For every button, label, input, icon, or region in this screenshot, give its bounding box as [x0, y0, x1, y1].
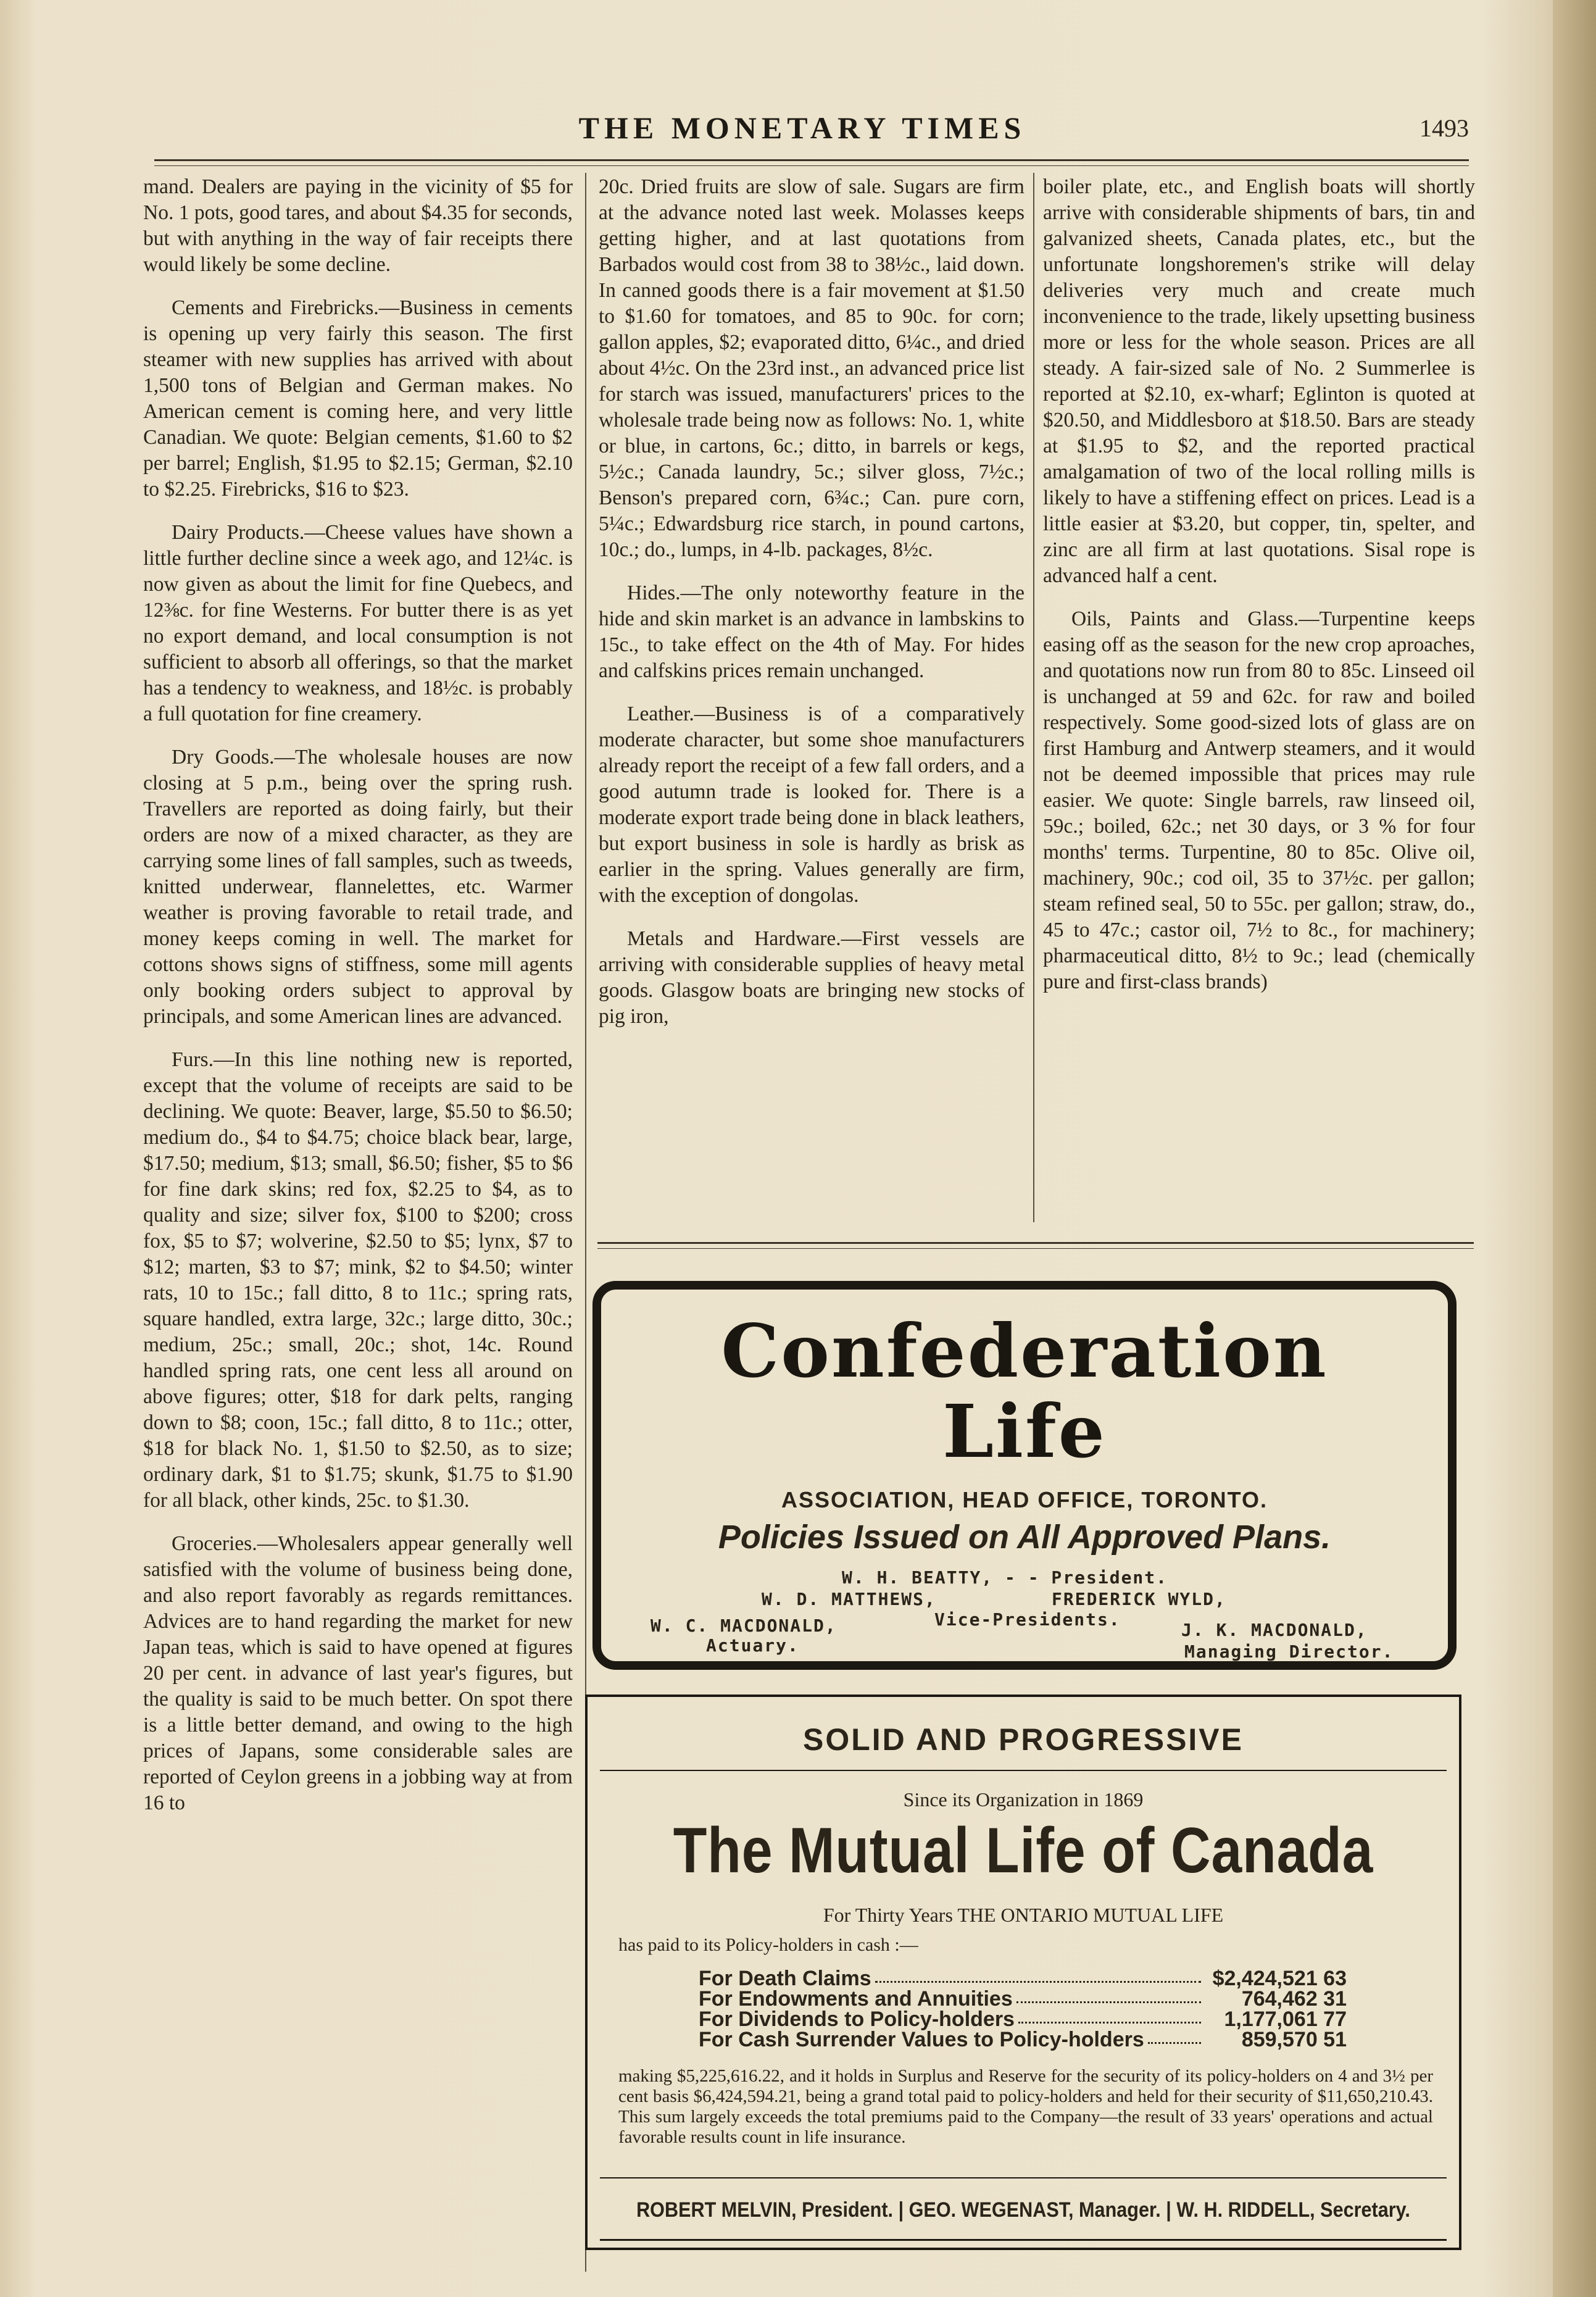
page-number: 1493 [1419, 114, 1469, 142]
row-amount: $2,424,521 63 [1212, 1967, 1347, 1990]
leader-dots [1148, 2030, 1201, 2044]
paragraph-cements: Cements and Firebricks.—Business in cements is opening up very fairly this season. The first steamer with new supplies has arrived with about 1,500 tons of Belgian and German makes. No American cement is coming here, and very little Canadian. We quote: Belgian cements, $1.60 to $2 per barrel; English, $1.95 to $2.15; German, $2.10 to $2.25. Firebricks, $16 to $23. [143, 296, 573, 501]
ad-thirty-years: For Thirty Years THE ONTARIO MUTUAL LIFE [823, 1904, 1224, 1926]
paragraph-groceries-continued: 20c. Dried fruits are slow of sale. Sugars are firm at the advance noted last week. Molasses keeps getting higher, and at last quotations from Barbados would cost from 38 to 38½c., laid down. In canned goods there is a fair movement at $1.50 to $1.60 for tomatoes, and 85 to 90c. for corn; gallon apples, $2; evaporated ditto, 6¼c., and dried about 4½c. On the 23rd inst., an advanced price list for starch was issued, manufacturers' prices to the wholesale trade being now as follows: No. 1, white or blue, in cartons, 6c.; ditto, in barrels or kegs, 5½c.; Canada laundry, 5c.; silver gloss, 7½c.; Benson's prepared corn, 6¾c.; Can. pure corn, 5¼c.; Edwardsburg rice starch, in pound cartons, 10c.; do., lumps, in 4-lb. packages, 8½c. [599, 175, 1025, 561]
ad-rule-bottom [600, 2177, 1447, 2178]
table-row [699, 2030, 1347, 2050]
paragraph-groceries: Groceries.—Wholesalers appear generally well satisfied with the volume of business being done, and also report favorably as regards remittances. Advices are to hand regarding the market for new Japan teas, which is said to have opened at figures 20 per cent. in advance of last year's figures, but the quality is said to be much better. On spot there is a little better demand, and owing to the high prices of Japans, some considerable sales are reported of Ceylon greens in a jobbing way at from 16 to [143, 1532, 573, 1814]
ad-vice-president-2: FREDERICK WYLD, [1052, 1589, 1226, 1609]
ad-company-name-line1: Confederation [721, 1308, 1328, 1394]
ad-summary-paragraph: making $5,225,616.22, and it holds in Surplus and Reserve for the security of its policy-holders on 4 and 3½ per cent basis $6,424,594.21, being a grand total paid to policy-holders and held for their security of $11,650,210.43. This sum largely exceeds the total premiums paid to the Company—the result of 33 years' operations and actual favorable results count in life insurance. [618, 2066, 1433, 2147]
ad-vice-presidents-title: Vice-Presidents. [934, 1609, 1121, 1630]
column-1 [143, 174, 573, 2261]
paragraph-dry-goods: Dry Goods.—The wholesale houses are now closing at 5 p.m., being over the spring rush. Travellers are reported as doing fairly, but their orders are now of a mixed character, as they are carrying some lines of fall samples, such as tweeds, knitted underwear, flannelettes, etc. Warmer weather is proving favorable to retail trade, and money keeps coming in well. The market for cottons shows signs of stiffness, some mill agents only booking orders subject to approval by principals, and some American lines are advanced. [143, 746, 573, 1028]
table-row [699, 1989, 1347, 2009]
paragraph-metals: Metals and Hardware.—First vessels are arriving with considerable supplies of heavy metal goods. Glasgow boats are bringing new stocks of pig iron, [599, 927, 1025, 1028]
ads-rule-thin [597, 1248, 1474, 1249]
page-header [154, 110, 1469, 153]
ad-president: W. H. BEATTY, - - President. [842, 1567, 1168, 1588]
header-rule [154, 159, 1469, 161]
row-label: For Cash Surrender Values to Policy-holders [699, 2028, 1144, 2051]
table-row [699, 1969, 1347, 1989]
ad-association-line: ASSOCIATION, HEAD OFFICE, TORONTO. [781, 1487, 1268, 1512]
row-amount: 859,570 51 [1241, 2028, 1347, 2051]
ad-has-paid: has paid to its Policy-holders in cash :— [618, 1935, 918, 1955]
row-label: For Endowments and Annuities [699, 1987, 1013, 2011]
ad-company-name: The Mutual Life of Canada [673, 1815, 1374, 1886]
leader-dots [1018, 2009, 1201, 2024]
ads-rule [597, 1242, 1474, 1244]
ad-payment-table [699, 1969, 1347, 2050]
ad-since-line: Since its Organization in 1869 [903, 1788, 1144, 1811]
paragraph-dairy: Dairy Products.—Cheese values have shown a little further decline since a week ago, and 12¼c. is now given as about the limit for fine Quebecs, and 12⅜c. for fine Westerns. For butter there is as yet no export demand, and local consumption is not sufficient to absorb all offerings, so that the market has a tendency to weakness, and 18½c. is probably a full quotation for fine creamery. [143, 521, 573, 725]
ad-policies-slogan: Policies Issued on All Approved Plans. [718, 1519, 1331, 1556]
row-amount: 764,462 31 [1241, 1987, 1347, 2011]
ad-headline: SOLID AND PROGRESSIVE [802, 1722, 1244, 1757]
leader-dots [875, 1969, 1201, 1983]
row-label: For Death Claims [699, 1967, 871, 1990]
leader-dots [1016, 1989, 1201, 2003]
mutual-life-ad [585, 1695, 1461, 2250]
ad-rule-top [600, 1770, 1447, 1771]
ad-managing-director-title: Managing Director. [1184, 1641, 1394, 1662]
paragraph-leather: Leather.—Business is of a comparatively moderate character, but some shoe manufacturers already report the receipt of a few fall orders, and a good autumn trade is looked for. There is a moderate export trade being done in black leathers, but export business in sole is hardly as brisk as earlier in the spring. Values generally are firm, with the exception of dongolas. [599, 702, 1025, 907]
paragraph-furs: Furs.—In this line nothing new is reported, except that the volume of receipts are said to be declining. We quote: Beaver, large, $5.50 to $6.50; medium do., $4 to $4.75; choice black bear, large, $17.50; medium, $13; small, $6.50; fisher, $5 to $6 for fine dark skins; red fox, $2.25 to $4, as to quality and size; silver fox, $100 to $200; cross fox, $5 to $7; wolverine, $2.50 to $5; lynx, $7 to $12; marten, $3 to $7; mink, $2 to $4.50; winter rats, 10 to 15c.; fall ditto, 8 to 11c.; spring rats, square handled, extra large, 32c.; large ditto, 30c.; medium, 25c.; small, 20c.; shot, 14c. Round handled spring rats, one cent less all around on above figures; otter, $18 for dark pelts, ranging down to $8; coon, 15c.; fall ditto, 8 to 11c.; otter, $18 for black No. 1, $1.50 to $2.50, as to size; ordinary dark, $1 to $1.75; skunk, $1.75 to $1.90 for all black, other kinds, 25c. to $1.30. [143, 1048, 573, 1512]
ad-vice-president-1: W. D. MATTHEWS, [762, 1589, 936, 1609]
row-label: For Dividends to Policy-holders [699, 2007, 1015, 2031]
table-row [699, 2009, 1347, 2030]
row-amount: 1,177,061 77 [1224, 2007, 1347, 2031]
confederation-life-ad [592, 1281, 1457, 1670]
ad-actuary-name: W. C. MACDONALD, [650, 1615, 837, 1636]
ad-officers-line: ROBERT MELVIN, President. | GEO. WEGENAST, Manager. | W. H. RIDDELL, Secretary. [636, 2198, 1410, 2222]
ad-actuary-title: Actuary. [706, 1635, 799, 1656]
page-binding-edge [1553, 0, 1596, 2297]
masthead-title: THE MONETARY TIMES [578, 110, 1026, 145]
column-2 [599, 174, 1025, 1224]
column-divider-2 [1033, 173, 1034, 1222]
paragraph-oils-paints: Oils, Paints and Glass.—Turpentine keeps easing off as the season for the new crop aproaches, and quotations now run from 80 to 85c. Linseed oil is unchanged at 59 and 62c. for raw and boiled respectively. Some good-sized lots of glass are on first Hamburg and Antwerp steamers, and it would not be deemed impossible that prices may rule easier. We quote: Single barrels, raw linseed oil, 59c.; boiled, 62c.; net 30 days, or 3 % for four months' terms. Turpentine, 80 to 85c. Olive oil, machinery, 90c.; cod oil, 35 to 37½c. per gallon; steam refined seal, 50 to 55c. per gallon; straw, do., 45 to 47c.; castor oil, 7½ to 8c., for machinery; pharmaceutical ditto, 8½ to 9c.; lead (chemically pure and first-class brands) [1043, 607, 1475, 993]
paragraph-potash-continued: mand. Dealers are paying in the vicinity of $5 for No. 1 pots, good tares, and about $4.35 for seconds, but with anything in the way of fair receipts there would likely be some decline. [143, 175, 573, 276]
column-3 [1043, 174, 1475, 1224]
paragraph-hides: Hides.—The only noteworthy feature in the hide and skin market is an advance in lambskins to 15c., to take effect on the 4th of May. For hides and calfskins prices remain unchanged. [599, 582, 1025, 682]
ad-rule-footer [600, 2239, 1447, 2241]
ad-managing-director-name: J. K. MACDONALD, [1181, 1620, 1368, 1640]
paragraph-metals-continued: boiler plate, etc., and English boats will shortly arrive with considerable shipments of bars, tin and galvanized sheets, Canada plates, etc., but the unfortunate longshoremen's strike will delay deliveries very much and create much inconvenience to the trade, likely upsetting business more or less for the whole season. Prices are all steady. A fair-sized sale of No. 2 Summerlee is reported at $2.10, ex-wharf; Eglinton is quoted at $20.50, and Middlesboro at $18.50. Bars are steady at $1.95 to $2, and the reported practical amalgamation of two of the local rolling mills is likely to have a stiffening effect on prices. Lead is a little easier at $3.20, but copper, tin, spelter, and zinc are all firm at last quotations. Sisal rope is advanced half a cent. [1043, 175, 1475, 587]
ad-company-name-line2: Life [942, 1388, 1107, 1474]
header-rule-thin [154, 165, 1469, 166]
